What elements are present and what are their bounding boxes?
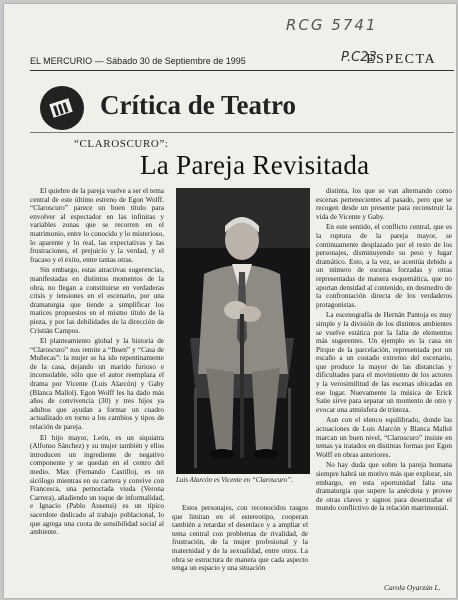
publication-line: EL MERCURIO — Sábado 30 de Septiembre de 1995 — [30, 56, 246, 66]
paragraph: Estos personajes, con reconocidos rasgos que limitan en el estereotipo, cooperan también a retardar el desenlace y a ampliar el tema central con problemas de rivalidad, de frustración, de la mujer profesional y la maternidad y de la sexualidad, entre otros. La obra se estructura de manera que cada aspecto tenga un espacio y una situación — [172, 504, 308, 573]
newspaper-clipping — [4, 4, 456, 598]
paragraph: Aun con el elenco equilibrado, donde las actuaciones de Luis Alarcón y Blanca Mallol marcan un buen nivel, “Claroscuro” insiste en temas ya tratados en distintas formas por Egon Wolff en obras anteriores. — [316, 416, 452, 459]
actor-photo — [176, 188, 310, 474]
author-byline: Carola Oyarzún L. — [384, 583, 441, 592]
article-overline: “CLAROSCURO”: — [74, 138, 169, 150]
paragraph: El hijo mayor, León, es un siquiatra (Alfonso Sánchez) y su mujer también y ellos introducen un ingrediente de negativo componente y se quedan en el centro del medio. Max (Fernando Castillo), es un sicólogo mientras en su carrera y convive con Francesca, una pernoctada viuda (Verona Carrera), añadiendo un toque de informalidad, e Ignacio (Pablo Ausensi) es un típico sacerdote dedicado al trabajo poblacional, lo que agrega una cuota de sensibilidad social al ambiente. — [30, 433, 164, 537]
paragraph: En este sentido, el conflicto central, que es la ruptura de la pareja mayor, se continuamente desplazado por el resto de los personajes, disminuyendo su peso y lugar dramático. Esto, a la vez, se acentúa debido a un número de escenas forzadas y otras representadas de manera esquemática, que no aportan densidad al contenido, en desmedro de la confrontación directa de los verdaderos protagonistas. — [316, 223, 452, 309]
theatre-logo-icon — [40, 86, 84, 130]
top-rule — [30, 70, 454, 71]
paragraph: No hay duda que sobre la pareja humana siempre habrá un motivo más que explorar, sin embargo, en esta oportunidad falta una dramaturgia que supere la anécdota y provee de otras claves y signos para desentrañar el mundo conflictivo de la relación matrimonial. — [316, 461, 452, 513]
article-column-1 — [30, 187, 164, 595]
paragraph: El planteamiento global y la historia de “Claroscuro” nos remite a “Ibsen” y “Casa de Muñecas”: la mujer se ha ido repentinamente de la casa, dejando un marido furioso e inconsolable, sólo que el autor reemplaza el drama por Vicente (Luis Alarcón) y Gaby (Blanca Mallol). Egon Wolff les ha dado más años de convivencia (30) y tres hijos ya adultos que ayudan a formar un cuadro actualizado en torno a los cambios y tipos de relación de pareja. — [30, 337, 164, 432]
paragraph: El quiebre de la pareja vuelve a ser el tema central de este último estreno de Egon Wolff. “Claroscuro” parece un buen título para envolver al espectador en las infinitas y variables zonas que se recorren en el matrimonio, entre lo conocido y lo misterioso, lo aparente y lo real, las expectativas y las frustraciones, el prejuicio y la verdad, y el fracaso y el éxito, entre tantas otras. — [30, 187, 164, 264]
article-headline: La Pareja Revisitada — [140, 150, 370, 180]
article-column-3 — [316, 187, 452, 573]
paragraph: distinta, los que se van alternando como escenas pertenecientes al pasado, pero que se recogen desde un presente para reconstruir la vida de Vicente y Gaby. — [316, 187, 452, 221]
archive-code-annotation: RCG 5741 — [286, 16, 378, 34]
article-column-2 — [172, 504, 308, 596]
section-name: ESPECTA — [366, 52, 437, 67]
photo-caption: Luis Alarcón es Vicente en “Claroscuro”. — [176, 476, 293, 484]
paragraph: Sin embargo, estas atractivas sugerencias, manifestadas en distintos momentos de la obra, no llegan a constituirse en verdaderas crisis y tensiones en el escenario, por una dramaturgia que tiende a simplificar los matices propuestos en el mismo título de la pieza, y por las debilidades de la dirección de Cristián Campos. — [30, 266, 164, 335]
column-header: Crítica de Teatro — [100, 90, 296, 120]
paragraph: La escenografía de Hernán Pantoja es muy simple y la división de los distintos ambientes se vuelve estática por la falta de elementos más sugerentes. Un ejemplo es la casa en Pirque de la parcelación, representada por un escaño a un costado extremo del escenario, que produce la mayor de las distancias y dificultades para el movimiento de los actores y la verosimilitud de las escenas ubicadas en ese lugar. Nuevamente la música de Erick Satie sirve para separar un momento de otro y evocar una atmósfera de tristeza. — [316, 311, 452, 414]
page-code-annotation: P.C23 — [341, 50, 377, 65]
header-rule — [30, 132, 454, 133]
